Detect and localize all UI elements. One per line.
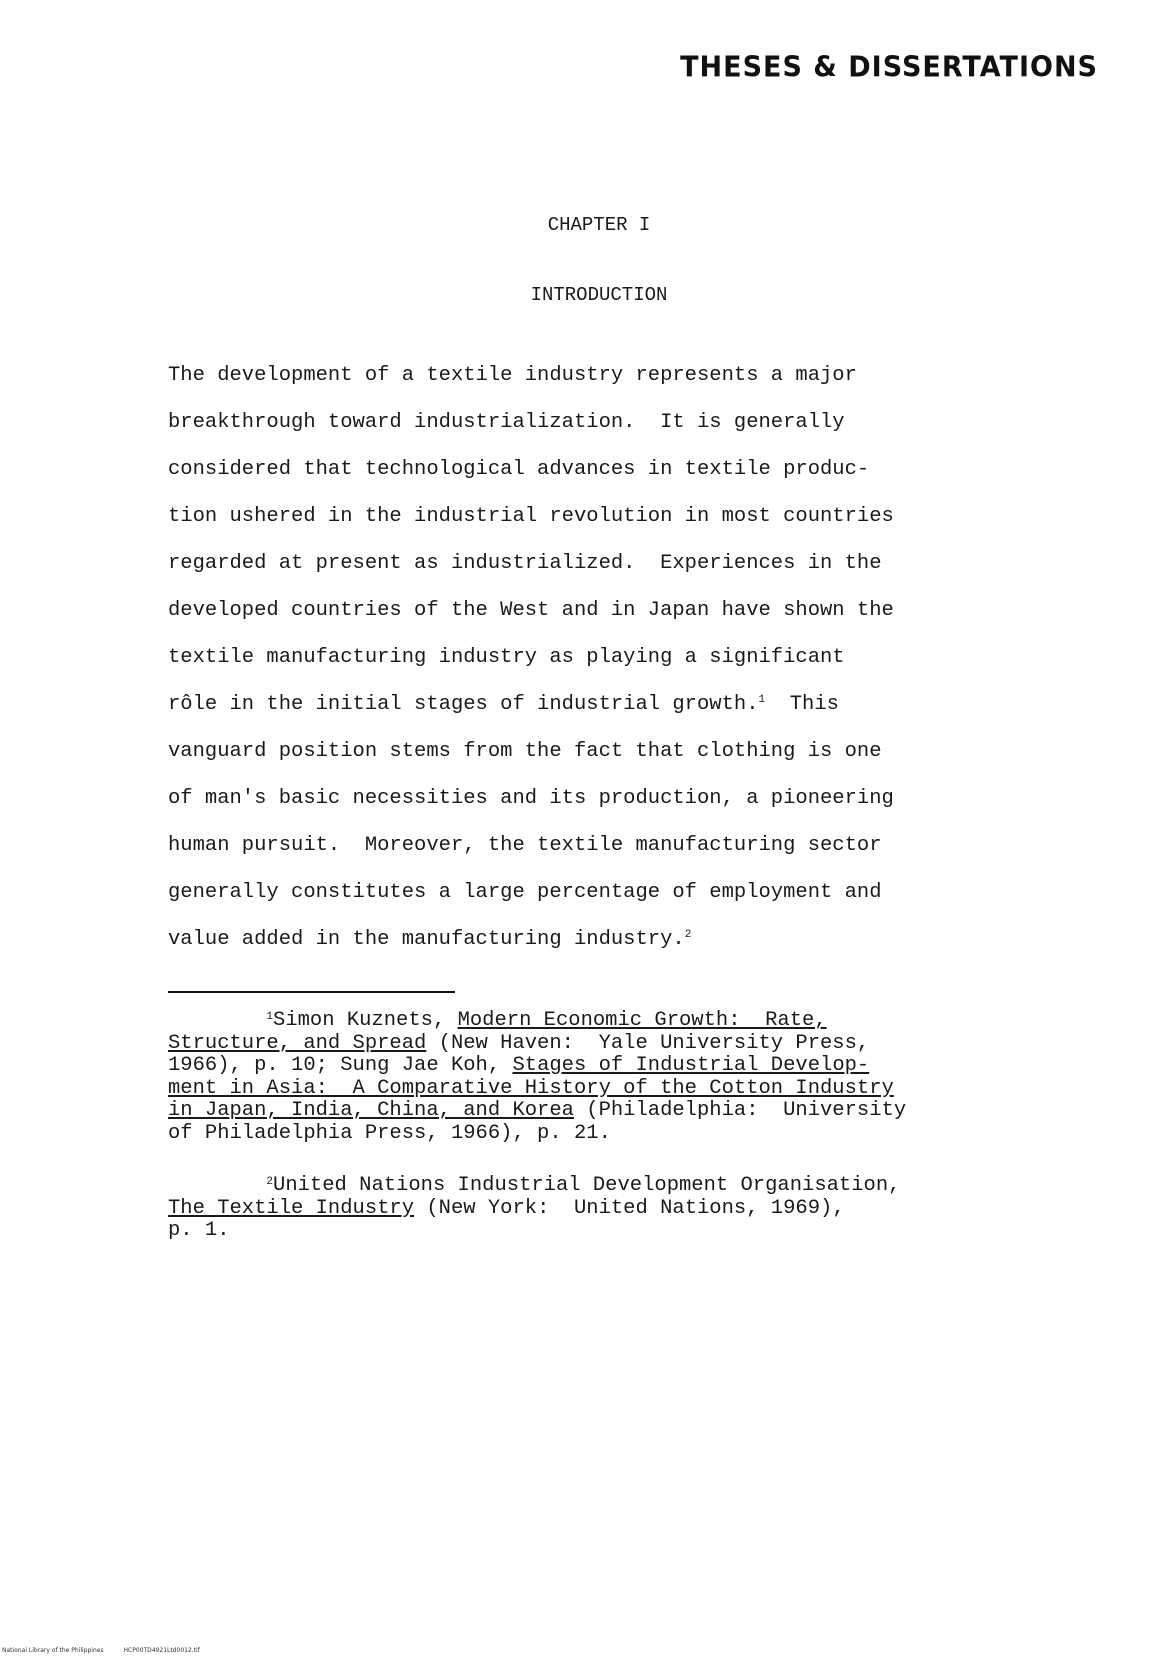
- footnote-line: p. 1.: [168, 1219, 230, 1242]
- footnote-marker: 1: [266, 1011, 274, 1023]
- footnote-2: [168, 1175, 1048, 1243]
- paragraph-line: [168, 916, 1028, 963]
- chapter-number: CHAPTER I: [547, 214, 651, 236]
- footnote-title: Structure, and Spread: [168, 1031, 427, 1055]
- paragraph-line: of man's basic necessities and its production, a pioneering: [168, 787, 894, 810]
- footnote-text: (New York: United Nations, 1969),: [414, 1196, 845, 1220]
- footnote-title: Stages of Industrial Develop-: [512, 1054, 870, 1077]
- footnote-ref-1: 1: [758, 694, 766, 706]
- footnote-text: (New Haven: Yale University Press,: [426, 1031, 870, 1055]
- footnote-text: (Philadelphia: University: [573, 1099, 907, 1122]
- scan-filename: HCP00TD4921Ltd0012.tif: [123, 1647, 200, 1654]
- paragraph-line: considered that technological advances in textile produc-: [168, 458, 870, 481]
- footnote-line: ment in Asia: A Comparative History of the Cotton Industry: [168, 1076, 894, 1100]
- theses-dissertations-stamp: THESES & DISSERTATIONS: [680, 51, 1098, 84]
- footnote-title: in Japan, India, China, and Korea: [168, 1099, 574, 1122]
- footnote-line: [168, 1033, 1048, 1056]
- footnote-title: The Textile Industry: [168, 1196, 415, 1220]
- footnote-text: United Nations Industrial Development Organisation,: [273, 1174, 901, 1197]
- footnote-marker: 2: [266, 1176, 274, 1188]
- footnote-line: of Philadelphia Press, 1966), p. 21.: [168, 1121, 611, 1145]
- paragraph-line: [168, 681, 1028, 728]
- footnote-line: [168, 1010, 1048, 1033]
- footnote-ref-2: 2: [684, 929, 692, 941]
- paragraph-line-tail: This: [765, 693, 839, 716]
- footnote-line: [168, 1175, 1048, 1198]
- paragraph-line: The development of a textile industry represents a major: [168, 364, 857, 387]
- paragraph-line: human pursuit. Moreover, the textile manufacturing sector: [168, 834, 882, 857]
- paragraph-line: breakthrough toward industrialization. It is generally: [168, 411, 845, 434]
- footnote-text: Simon Kuznets,: [273, 1009, 458, 1032]
- library-credit: National Library of the Philippines: [2, 1647, 104, 1654]
- paragraph-line-text: rôle in the initial stages of industrial growth.: [168, 693, 759, 716]
- paragraph-line: tion ushered in the industrial revolution in most countries: [168, 505, 894, 528]
- paragraph-line: textile manufacturing industry as playing a significant: [168, 646, 845, 669]
- footnote-separator: [168, 991, 455, 993]
- paragraph-line: vanguard position stems from the fact that clothing is one: [168, 740, 882, 763]
- footnote-line: [168, 1198, 1048, 1221]
- paragraph-line: regarded at present as industrialized. Experiences in the: [168, 552, 882, 575]
- scan-footer: [2, 1647, 218, 1654]
- paragraph-line-text: value added in the manufacturing industry.: [168, 928, 685, 951]
- footnote-title: Modern Economic Growth: Rate,: [457, 1009, 827, 1032]
- footnotes: [168, 1010, 1048, 1273]
- paragraph-line: generally constitutes a large percentage of employment and: [168, 881, 882, 904]
- footnote-text: 1966), p. 10; Sung Jae Koh,: [168, 1054, 513, 1077]
- footnote-line: [168, 1100, 1048, 1123]
- footnote-line: [168, 1055, 1048, 1078]
- footnote-1: [168, 1010, 1048, 1145]
- chapter-title: INTRODUCTION: [530, 284, 668, 306]
- paragraph-line: developed countries of the West and in Japan have shown the: [168, 599, 894, 622]
- introduction-paragraph: [168, 352, 1028, 963]
